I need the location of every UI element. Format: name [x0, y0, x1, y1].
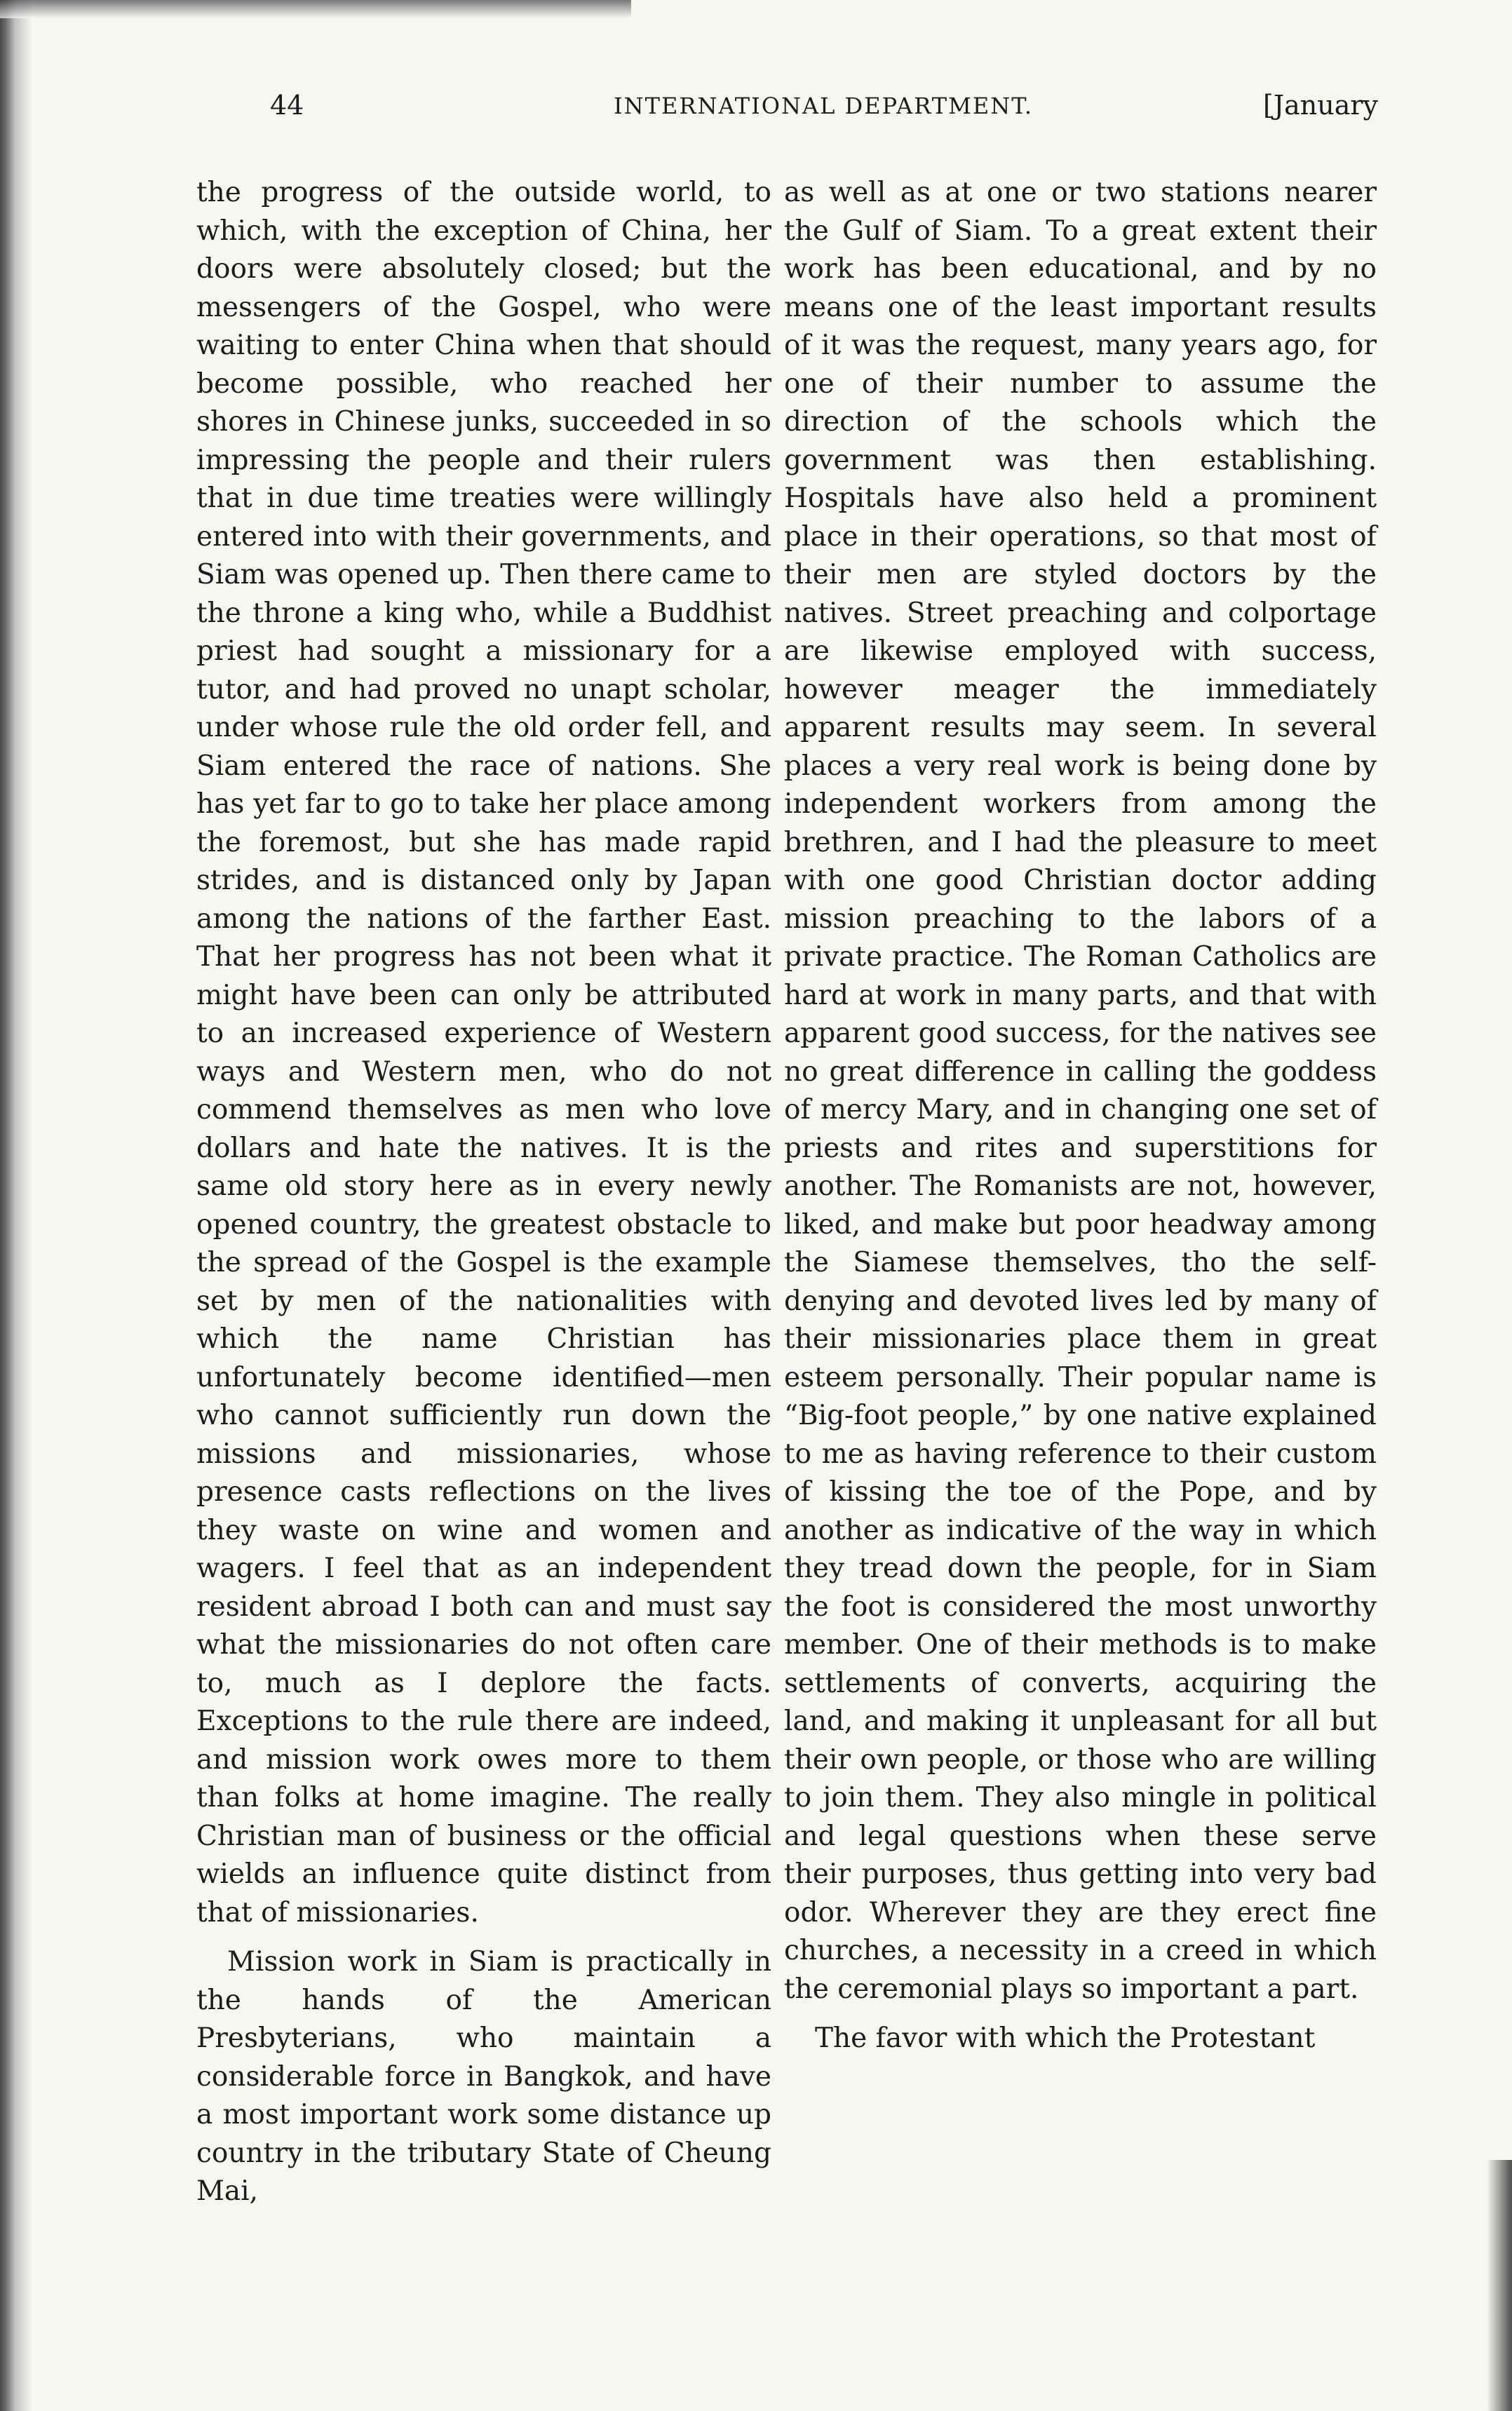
left-paragraph-2: Mission work in Siam is practically in the hands of the American Presbyterians, who maintain a considerable force in Bangkok, and have a most important work some distance up country in the tributary State of Cheung Mai, [196, 1946, 771, 2207]
scan-shadow-left [0, 0, 32, 2411]
running-date: [January [1263, 90, 1378, 121]
left-column [196, 174, 771, 2211]
running-title: INTERNATIONAL DEPARTMENT. [614, 93, 1034, 119]
left-paragraph-1: the progress of the outside world, to which, with the exception of China, her doors were absolutely closed; but the messengers of the Gospel, who were waiting to enter China when that should become possible, who reached her shores in Chinese junks, succeeded in so impressing the people and their rulers that in due time treaties were willingly entered into with their governments, and Siam was opened up. Then there came to the throne a king who, while a Buddhist priest had sought a missionary for a tutor, and had proved no unapt scholar, under whose rule the old order fell, and Siam entered the race of nations. She has yet far to go to take her place among the foremost, but she has made rapid strides, and is distanced only by Japan among the nations of the farther East. That her progress has not been what it might have been can only be attributed to an increased experience of Western ways and Western men, who do not commend themselves as men who love dollars and hate the natives. It is the same old story here as in every newly opened country, the greatest obstacle to the spread of the Gospel is the example set by men of the nationalities with which the name Christian has unfortunately become identified—men who cannot sufficiently run down the missions and missionaries, whose presence casts reflections on the lives they waste on wine and women and wagers. I feel that as an independent resident abroad I both can and must say what the missionaries do not often care to, much as I deplore the facts. Exceptions to the rule there are indeed, and mission work owes more to them than folks at home imagine. The really Christian man of business or the official wields an influence quite distinct from that of missionaries. [196, 177, 771, 1929]
right-column [784, 174, 1377, 2058]
scan-shadow-top [0, 0, 631, 18]
scan-shadow-right [1487, 2160, 1512, 2411]
page-number: 44 [270, 90, 304, 121]
right-paragraph-2: The favor with which the Protestant [815, 2022, 1316, 2054]
right-paragraph-1: as well as at one or two stations nearer the Gulf of Siam. To a great extent their work has been educational, and by no means one of the least important results of it was the request, many years ago, for one of their number to assume the direction of the schools which the government was then establishing. Hospitals have also held a prominent place in their operations, so that most of their men are styled doctors by the natives. Street preaching and colportage are likewise employed with success, however meager the immediately apparent results may seem. In several places a very real work is being done by independent workers from among the brethren, and I had the pleasure to meet with one good Christian doctor adding mission preaching to the labors of a private practice. The Roman Catholics are hard at work in many parts, and that with apparent good success, for the natives see no great difference in calling the goddess of mercy Mary, and in changing one set of priests and rites and superstitions for another. The Romanists are not, however, liked, and make but poor headway among the Siamese themselves, tho the self-denying and devoted lives led by many of their missionaries place them in great esteem personally. Their popular name is “Big-foot people,” by one native explained to me as having reference to their custom of kissing the toe of the Pope, and by another as indicative of the way in which they tread down the people, for in Siam the foot is considered the most unworthy member. One of their methods is to make settlements of converts, acquiring the land, and making it unpleasant for all but their own people, or those who are willing to join them. They also mingle in political and legal questions when these serve their purposes, thus getting into very bad odor. Wherever they are they erect fine churches, a necessity in a creed in which the ceremonial plays so important a part. [784, 177, 1377, 2005]
page-header [270, 90, 1378, 139]
